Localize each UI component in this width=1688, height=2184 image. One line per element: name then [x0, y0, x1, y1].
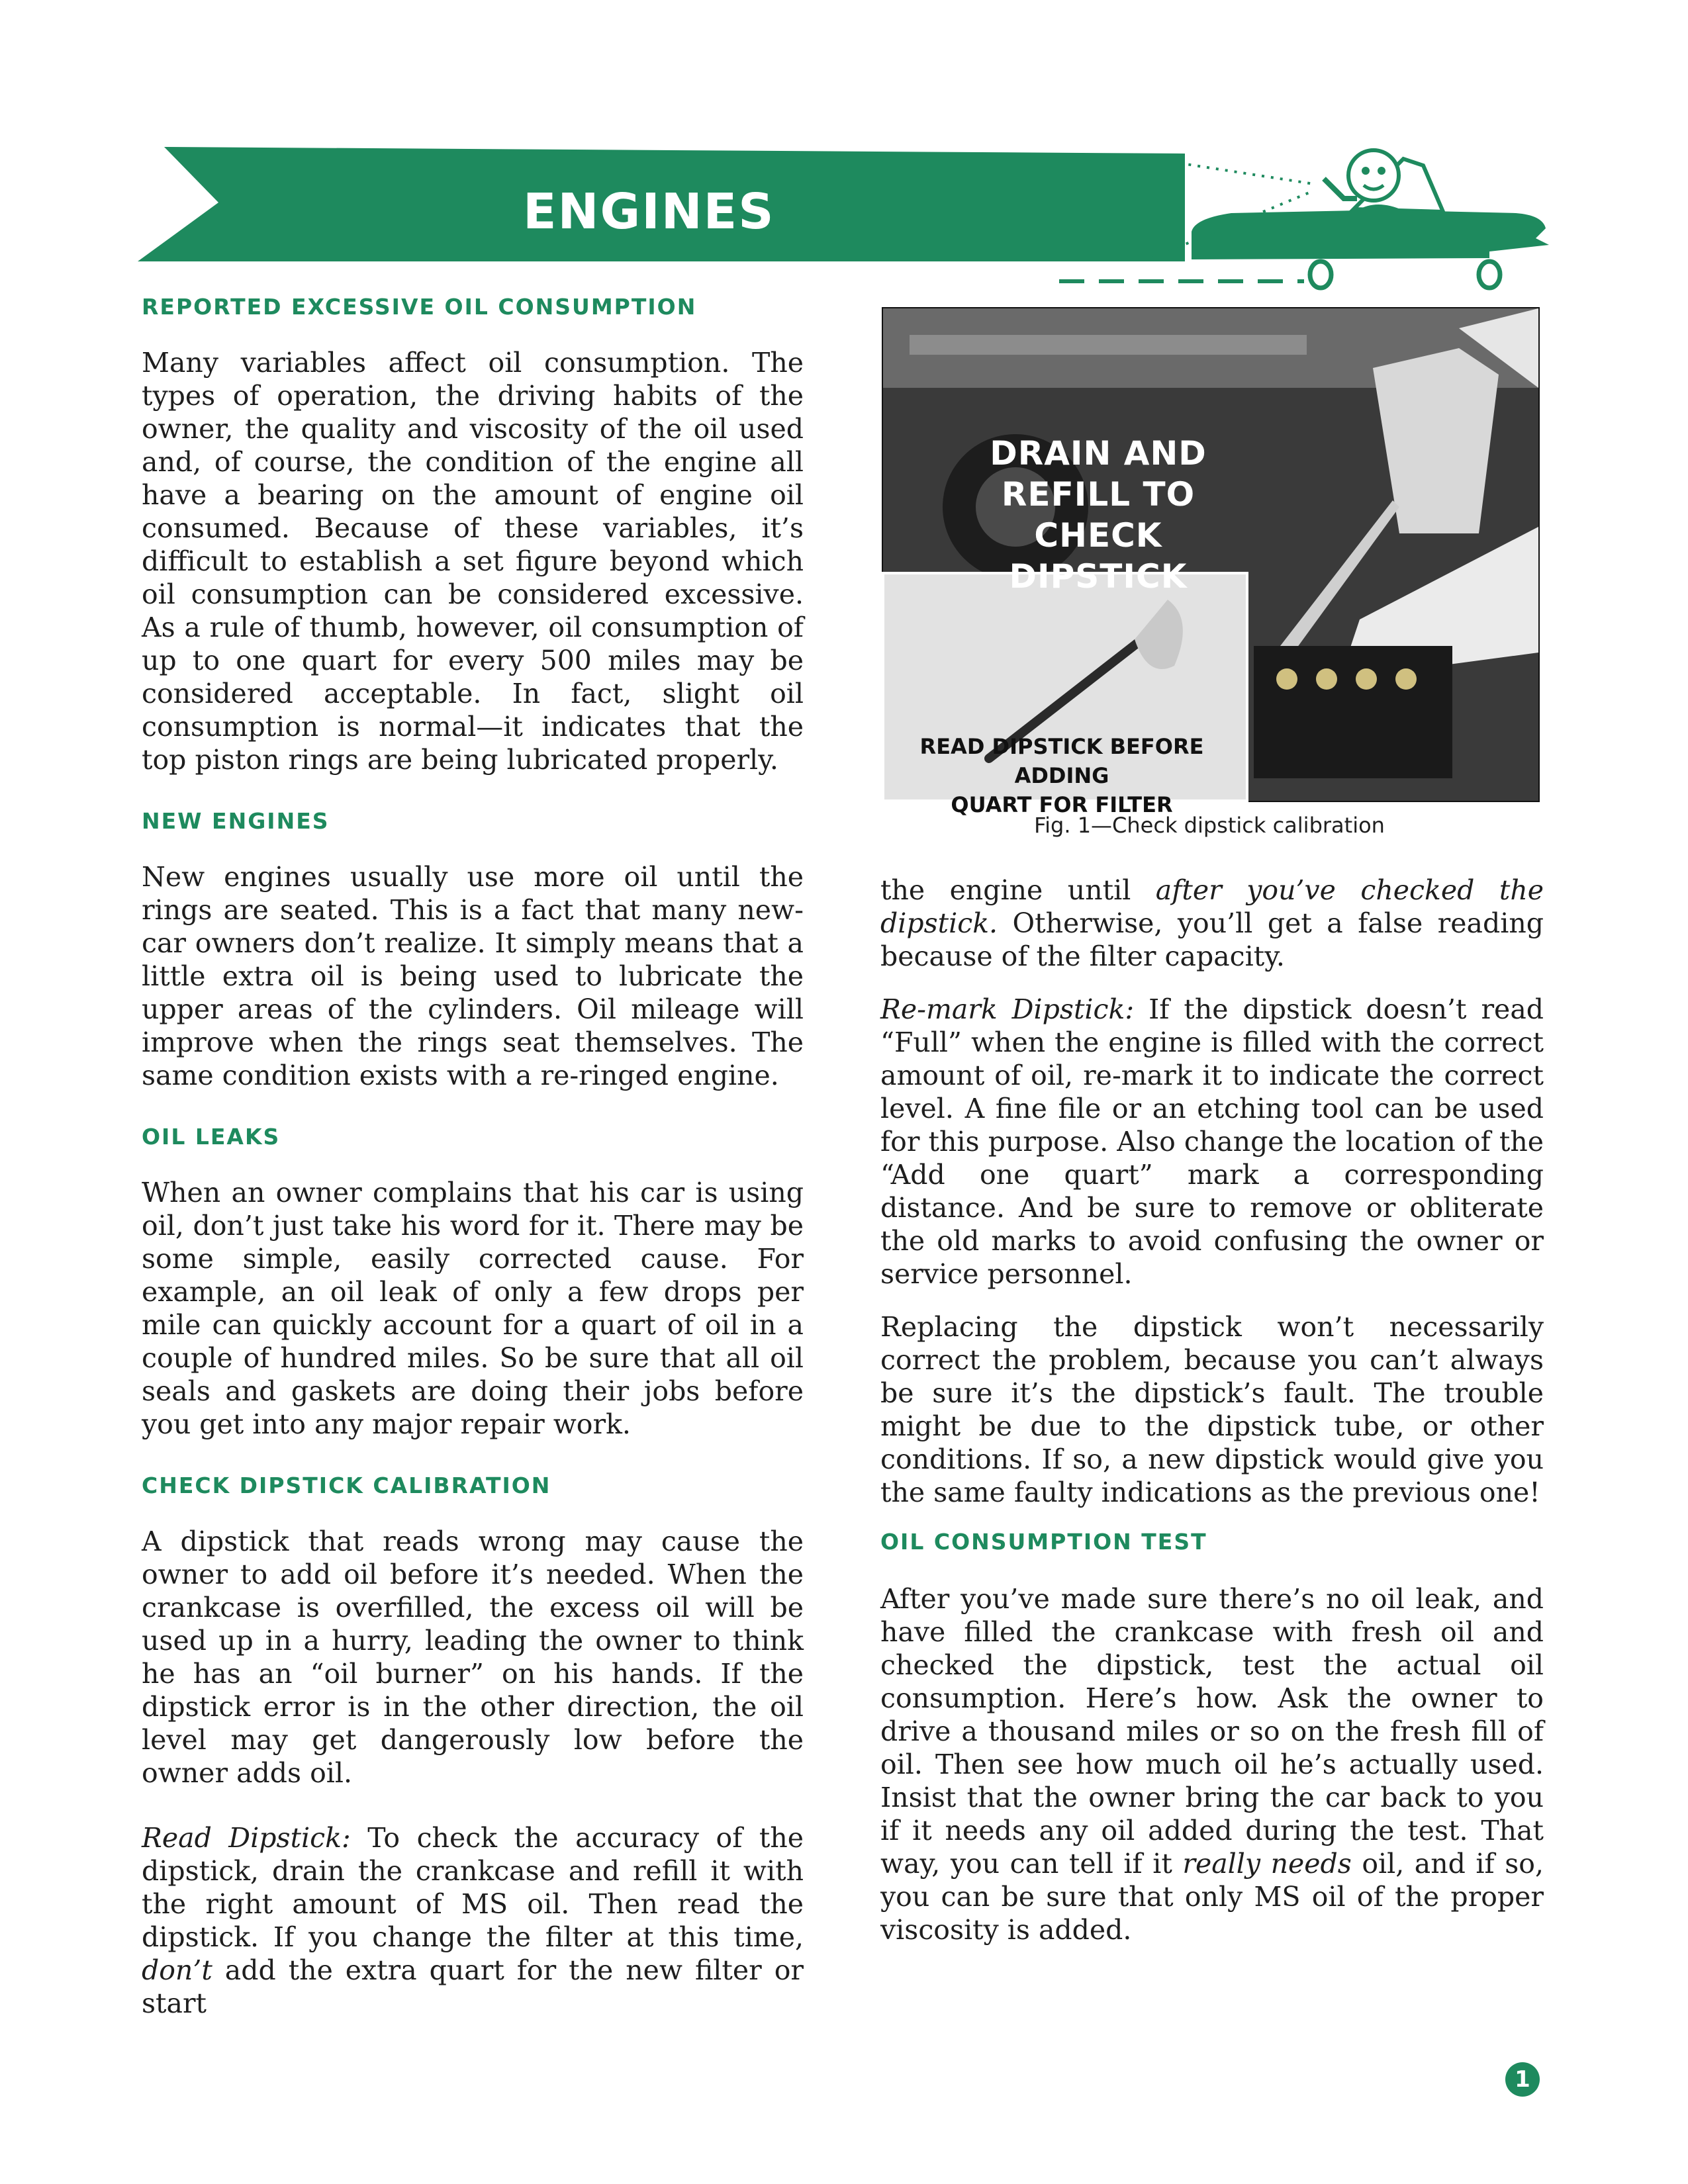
read-dipstick-text-a: To check the accuracy of the dipstick, drain the crankcase and refill it with the right amount of MS oil. Then read the dipstick. If you change the filter at this time, — [142, 1822, 804, 1953]
paragraph-new-engines: New engines usually use more oil until the rings are seated. This is a fact that many new-car owners don’t realize. It simply means that a little extra oil is being used to lubricate the upper areas of the cylinders. Oil mileage will improve when the rings seat themselves. The same condition exists with a re-ringed engine. — [142, 861, 804, 1091]
inset-line-2: QUART FOR FILTER — [951, 792, 1173, 817]
page-number: 1 — [1505, 2062, 1540, 2097]
mascot-head — [1348, 150, 1399, 201]
read-dipstick-text-b: add the extra quart for the new filter or start — [142, 1954, 804, 2019]
remark-dipstick-label: Re-mark Dipstick: — [880, 993, 1135, 1025]
page-title: ENGINES — [523, 183, 775, 240]
battery — [1254, 646, 1452, 778]
sign-line-3: CHECK DIPSTICK — [1009, 516, 1188, 596]
heading-oil-leaks: OIL LEAKS — [142, 1124, 281, 1150]
remark-dipstick-text: If the dipstick doesn’t read “Full” when the engine is filled with the correct amount of oil, re-mark it to indicate the correct level. A fine file or an etching tool can be used for this purpose. Also change the location of the “Add one quart” mark a corresponding distance. And be sure to remove or obliterate the old marks to avoid confusing the owner or service personnel. — [880, 993, 1544, 1290]
test-emphasis: really needs — [1182, 1848, 1352, 1880]
heading-new-engines: NEW ENGINES — [142, 808, 330, 834]
paragraph-excessive-oil: Many variables affect oil consumption. The types of operation, the driving habits of the owner, the quality and viscosity of the oil used and, of course, the condition of the engine all have a bearing on the amount of engine oil consumed. Because of these variables, it’s difficult to establish a set figure beyond which oil consumption can be considered excessive. As a rule of thumb, however, oil consumption of up to one quart for every 500 miles may be considered acceptable. In fact, slight oil consumption is normal—it indicates that the top piston rings are being lubricated properly. — [142, 347, 804, 776]
inset-line-1: READ DIPSTICK BEFORE ADDING — [919, 734, 1204, 788]
paragraph-remark-dipstick — [880, 993, 1544, 1291]
paragraph-replacing-dipstick: Replacing the dipstick won’t necessarily correct the problem, because you can’t always be sure it’s the dipstick’s fault. The trouble might be due to the dipstick tube, or other conditions. If so, a new dipstick would give you the same faulty indications as the previous one! — [880, 1311, 1544, 1508]
heading-check-dipstick: CHECK DIPSTICK CALIBRATION — [142, 1473, 551, 1498]
paragraph-continued — [880, 874, 1544, 973]
test-text-a: After you’ve made sure there’s no oil leak, and have filled the crankcase with fresh oil and checked the dipstick, test the actual oil consumption. Here’s how. Ask the owner to drive a thousand miles or so on the fresh fill of oil. Then see how much oil he’s actually used. Insist that the owner bring the car back to you if it needs any oil added during the test. That way, you can tell if it — [880, 1583, 1544, 1880]
continued-text-b: Otherwise, you’ll get a false reading because of the filter capacity. — [880, 907, 1544, 972]
continued-emphasis: after you’ve checked the dipstick. — [880, 874, 1544, 939]
figure-dipstick-photo — [882, 307, 1540, 817]
sign-line-2: REFILL TO — [1001, 475, 1196, 514]
header-banner — [0, 0, 1688, 291]
read-dipstick-label: Read Dipstick: — [142, 1822, 351, 1854]
photo-sign-inset — [883, 732, 1241, 819]
right-column — [880, 874, 1544, 1966]
car-wheel-front — [1310, 261, 1331, 288]
continued-text-a: the engine until — [880, 874, 1156, 906]
paragraph-read-dipstick — [142, 1821, 804, 2020]
heading-excessive-oil: REPORTED EXCESSIVE OIL CONSUMPTION — [142, 294, 697, 320]
paragraph-oil-consumption-test — [880, 1582, 1544, 1946]
heading-oil-consumption-test: OIL CONSUMPTION TEST — [880, 1529, 1207, 1555]
paragraph-check-dipstick: A dipstick that reads wrong may cause the owner to add oil before it’s needed. When the crankcase is overfilled, the excess oil will be used up in a hurry, leading the owner to think he has an “oil burner” on his hands. If the dipstick error is in the other direction, the oil level may get dangerously low before the owner adds oil. — [142, 1525, 804, 1789]
photo-sign-main — [956, 433, 1241, 597]
test-text-b: oil, and if so, you can be sure that only MS oil of the proper viscosity is added. — [880, 1848, 1544, 1946]
read-dipstick-emphasis: don’t — [142, 1954, 212, 1986]
figure-caption: Fig. 1—Check dipstick calibration — [1034, 813, 1385, 838]
paragraph-oil-leaks: When an owner complains that his car is using oil, don’t just take his word for it. There may be some simple, easily corrected cause. For example, an oil leak of only a few drops per mile can quickly account for a quart of oil in a couple of hundred miles. So be sure that all oil seals and gaskets are doing their jobs before you get into any major repair work. — [142, 1177, 804, 1440]
sign-line-1: DRAIN AND — [990, 434, 1207, 473]
banner-graphic — [0, 0, 1688, 291]
left-column — [142, 294, 804, 2052]
car-wheel-rear — [1479, 261, 1500, 288]
